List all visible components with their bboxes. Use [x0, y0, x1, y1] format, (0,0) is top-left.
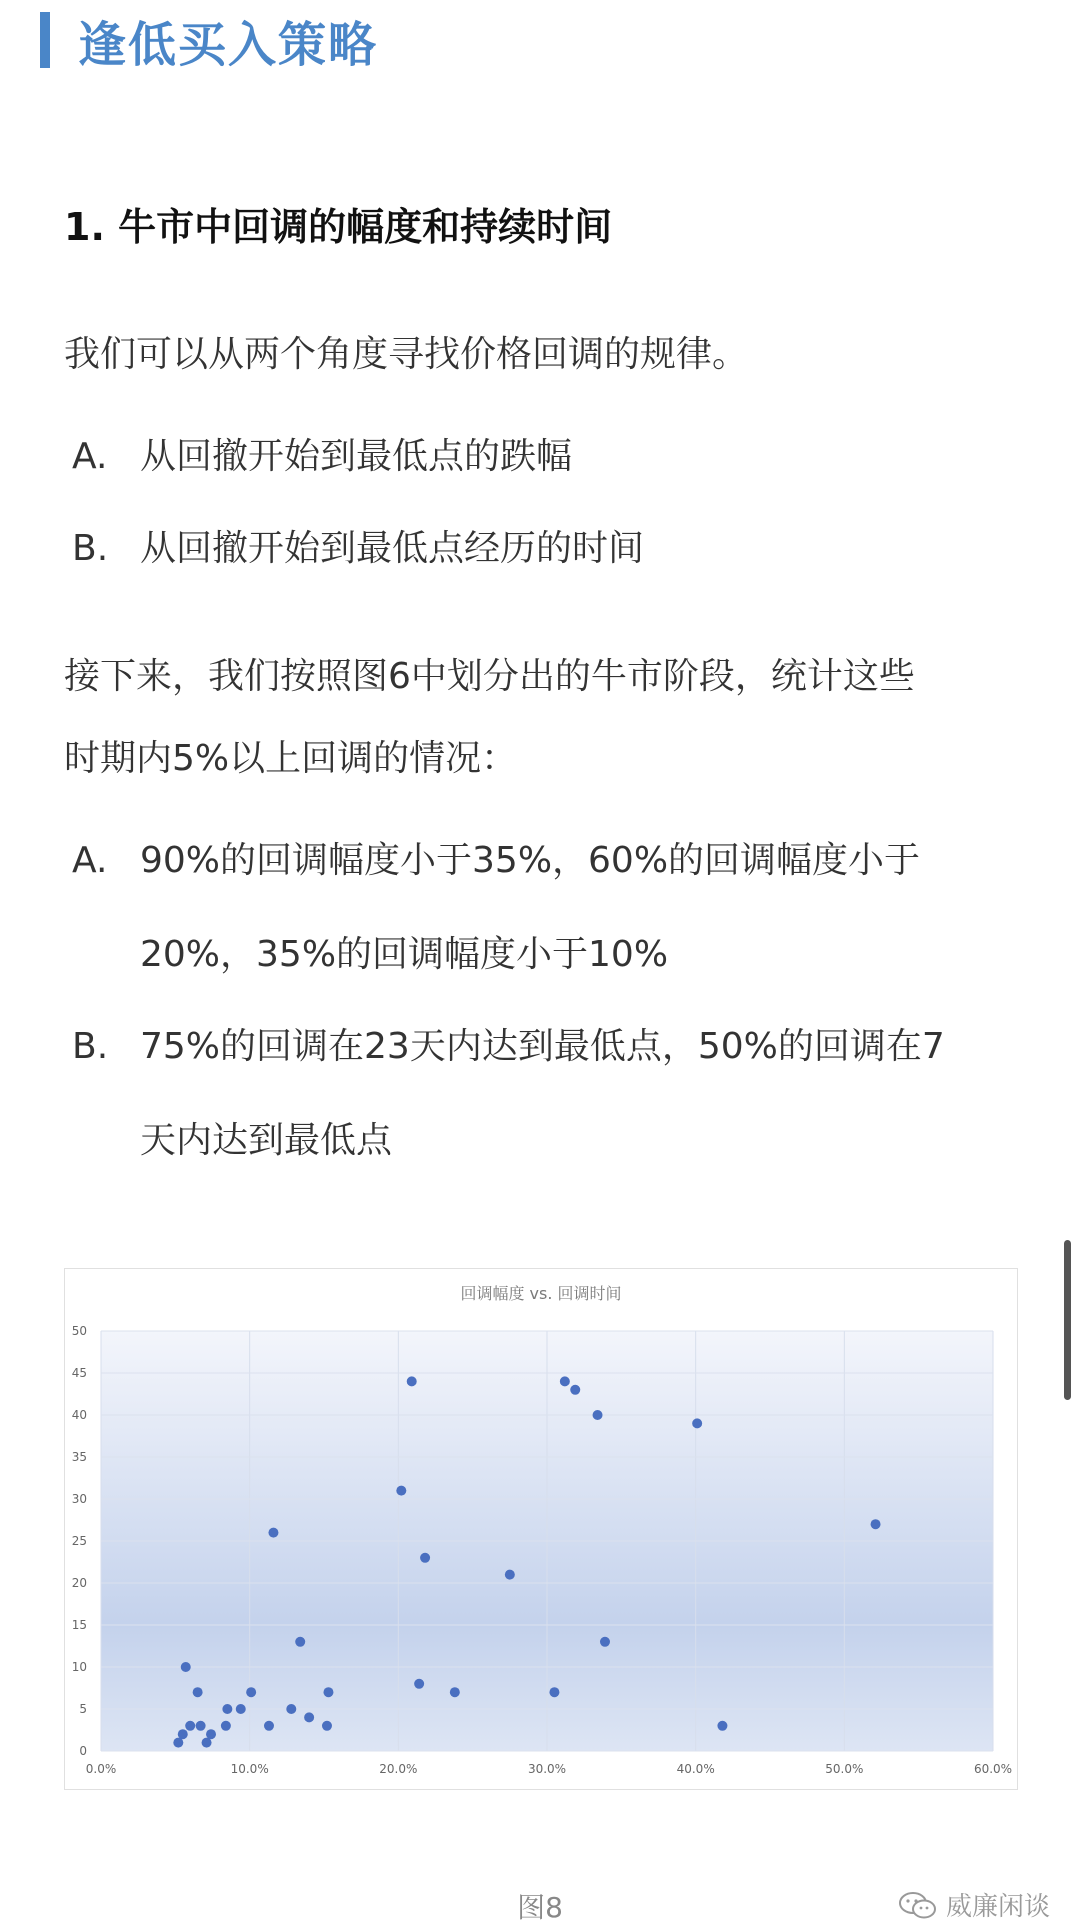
para2-line2: 时期内5%以上回调的情况：: [64, 738, 518, 779]
angle-item-a: [72, 428, 572, 479]
watermark-text: 威廉闲谈: [945, 1892, 1050, 1922]
y-tick-label: 5: [79, 1702, 87, 1716]
scatter-point: [450, 1687, 460, 1697]
scatter-point: [871, 1519, 881, 1529]
finding-item-a: [72, 832, 920, 883]
y-tick-label: 40: [71, 1408, 87, 1422]
section-accent-bar: [40, 12, 50, 68]
angle-a-letter: A.: [72, 436, 108, 477]
scatter-point: [600, 1637, 610, 1647]
scatter-point: [206, 1729, 216, 1739]
y-tick-label: 30: [71, 1492, 87, 1506]
section-title: 逢低买入策略: [78, 16, 379, 73]
sub-heading: 1. 牛市中回调的幅度和持续时间: [64, 205, 613, 249]
intro-paragraph: 我们可以从两个角度寻找价格回调的规律。: [64, 334, 749, 375]
y-tick-label: 10: [71, 1660, 87, 1674]
y-tick-label: 0: [79, 1744, 87, 1758]
scatter-point: [323, 1687, 333, 1697]
scatter-point: [304, 1712, 314, 1722]
para2-line1: 接下来，我们按照图6中划分出的牛市阶段，统计这些: [64, 656, 915, 697]
chart-title: 回调幅度 vs. 回调时间: [460, 1284, 622, 1303]
x-tick-label: 0.0%: [85, 1762, 117, 1776]
scatter-point: [286, 1704, 296, 1714]
angle-b-text: 从回撤开始到最低点经历的时间: [140, 528, 645, 569]
finding-b-letter: B.: [72, 1026, 109, 1067]
finding-item-b: [72, 1018, 945, 1069]
scatter-point: [396, 1486, 406, 1496]
chart-svg: [65, 1269, 1017, 1789]
scatter-point: [268, 1528, 278, 1538]
y-tick-label: 20: [71, 1576, 87, 1590]
y-tick-label: 25: [71, 1534, 87, 1548]
scatter-chart: [64, 1268, 1018, 1790]
scatter-point: [420, 1553, 430, 1563]
scatter-point: [236, 1704, 246, 1714]
y-tick-label: 45: [71, 1366, 87, 1380]
finding-a-line1: 90%的回调幅度小于35%，60%的回调幅度小于: [140, 840, 921, 881]
angle-a-text: 从回撤开始到最低点的跌幅: [140, 436, 573, 477]
finding-a-letter: A.: [72, 840, 108, 881]
x-tick-label: 40.0%: [676, 1762, 715, 1776]
scatter-point: [505, 1570, 515, 1580]
scatter-point: [181, 1662, 191, 1672]
x-tick-label: 10.0%: [230, 1762, 269, 1776]
scatter-point: [221, 1721, 231, 1731]
figure-caption: 图8: [517, 1891, 563, 1924]
angle-item-b: [72, 520, 644, 571]
y-tick-label: 15: [71, 1618, 87, 1632]
scatter-point: [692, 1418, 702, 1428]
scatter-point: [570, 1385, 580, 1395]
x-tick-label: 20.0%: [379, 1762, 418, 1776]
x-tick-label: 50.0%: [825, 1762, 864, 1776]
scatter-point: [322, 1721, 332, 1731]
scatter-point: [264, 1721, 274, 1731]
scatter-point: [549, 1687, 559, 1697]
finding-b-line2: 天内达到最低点: [140, 1120, 393, 1161]
scatter-point: [185, 1721, 195, 1731]
scatter-point: [717, 1721, 727, 1731]
angle-b-letter: B.: [72, 528, 109, 569]
x-tick-label: 30.0%: [527, 1762, 567, 1776]
y-tick-label: 35: [71, 1450, 87, 1464]
section-header: [40, 8, 378, 72]
finding-a-line2: 20%，35%的回调幅度小于10%: [140, 934, 669, 975]
scatter-point: [560, 1376, 570, 1386]
scrollbar[interactable]: [1064, 1240, 1071, 1400]
scatter-point: [193, 1687, 203, 1697]
scatter-point: [407, 1376, 417, 1386]
wechat-icon: [898, 1890, 938, 1920]
scatter-point: [196, 1721, 206, 1731]
x-tick-label: 60.0%: [973, 1762, 1013, 1776]
scatter-point: [593, 1410, 603, 1420]
scatter-point: [295, 1637, 305, 1647]
scatter-point: [246, 1687, 256, 1697]
finding-b-line1: 75%的回调在23天内达到最低点，50%的回调在7: [140, 1026, 945, 1067]
scatter-point: [414, 1679, 424, 1689]
scatter-point: [178, 1729, 188, 1739]
watermark: [898, 1886, 1050, 1923]
scatter-point: [222, 1704, 232, 1714]
y-tick-label: 50: [71, 1324, 87, 1338]
